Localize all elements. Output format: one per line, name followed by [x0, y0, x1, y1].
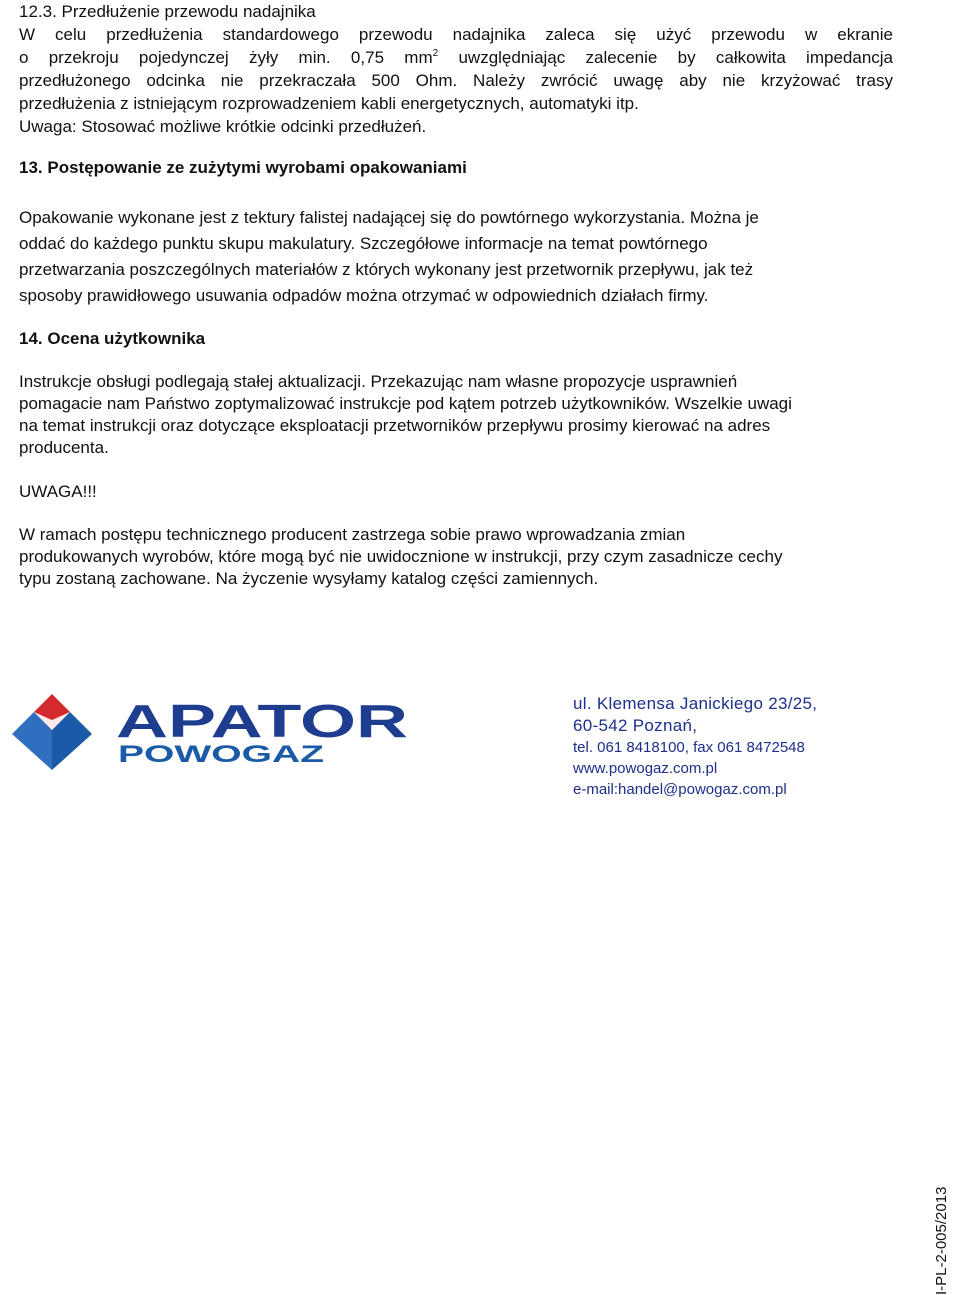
superscript-2: 2	[432, 48, 439, 59]
document-code: I-PL-2-005/2013	[933, 1186, 950, 1295]
contact-phone: tel. 061 8418100, fax 061 8472548	[573, 739, 805, 756]
section-14-line: na temat instrukcji oraz dotyczące eksploatacji przetworników przepływu prosimy kierować na adres	[19, 416, 771, 435]
section-14-body	[19, 370, 919, 458]
section-14-line: pomagacie nam Państwo zoptymalizować instrukcje pod kątem potrzeb użytkowników. Wszelkie uwagi	[19, 394, 792, 413]
section-12-3	[19, 0, 893, 138]
section-12-3-line-2-text-a: o przekroju pojedynczej żyły min. 0,75 mm	[19, 48, 433, 67]
section-12-3-line-5: Uwaga: Stosować możliwe krótkie odcinki przedłużeń.	[19, 117, 427, 136]
section-13-line: oddać do każdego punktu skupu makulatury. Szczegółowe informacje na temat powtórnego	[19, 234, 708, 253]
warning-line: typu zostaną zachowane. Na życzenie wysyłamy katalog części zamiennych.	[19, 569, 599, 588]
warning-label-text: UWAGA!!!	[19, 482, 97, 501]
contact-block	[573, 693, 817, 800]
warning-body	[19, 523, 919, 589]
section-13-line: przetwarzania poszczególnych materiałów z których wykonany jest przetwornik przepływu, jak też	[19, 260, 754, 279]
section-12-3-line-2-text-b: uwzględniając zalecenie by całkowita impedancja	[438, 48, 894, 67]
warning-line: produkowanych wyrobów, które mogą być nie uwidocznione w instrukcji, przy czym zasadnicze cechy	[19, 547, 783, 566]
section-14-line: Instrukcje obsługi podlegają stałej aktualizacji. Przekazując nam własne propozycje usprawnień	[19, 372, 738, 391]
contact-street: ul. Klemensa Janickiego 23/25,	[573, 694, 818, 713]
section-14-heading: 14. Ocena użytkownika	[19, 329, 206, 348]
section-13-line: sposoby prawidłowego usuwania odpadów można otrzymać w odpowiednich działach firmy.	[19, 286, 709, 305]
contact-city: 60-542 Poznań,	[573, 716, 698, 735]
section-12-3-line-1: W celu przedłużenia standardowego przewodu nadajnika zaleca się użyć przewodu w ekranie	[19, 25, 893, 44]
apator-powogaz-logo	[12, 690, 412, 770]
warning-label	[19, 480, 919, 503]
warning-line: W ramach postępu technicznego producent zastrzega sobie prawo wprowadzania zmian	[19, 525, 686, 544]
section-13-heading: 13. Postępowanie ze zużytymi wyrobami opakowaniami	[19, 158, 467, 177]
contact-email[interactable]: e-mail:handel@powogaz.com.pl	[573, 781, 787, 798]
section-13-body	[19, 206, 919, 310]
logo-apator-text: APATOR	[116, 695, 408, 747]
section-12-3-line-4: przedłużenia z istniejącym rozprowadzeniem kabli energetycznych, automatyki itp.	[19, 94, 639, 113]
logo-powogaz-text: POWOGAZ	[118, 741, 324, 768]
section-12-3-line-2	[19, 46, 893, 69]
section-13-line: Opakowanie wykonane jest z tektury falistej nadającej się do powtórnego wykorzystania. Można je	[19, 208, 759, 227]
contact-website[interactable]: www.powogaz.com.pl	[573, 760, 718, 777]
section-14-line: producenta.	[19, 438, 109, 457]
logo-graphic	[12, 690, 412, 770]
section-12-3-line-3: przedłużonego odcinka nie przekraczała 500 Ohm. Należy zwrócić uwagę aby nie krzyżować trasy	[19, 71, 893, 90]
section-12-3-title: 12.3. Przedłużenie przewodu nadajnika	[19, 2, 316, 21]
